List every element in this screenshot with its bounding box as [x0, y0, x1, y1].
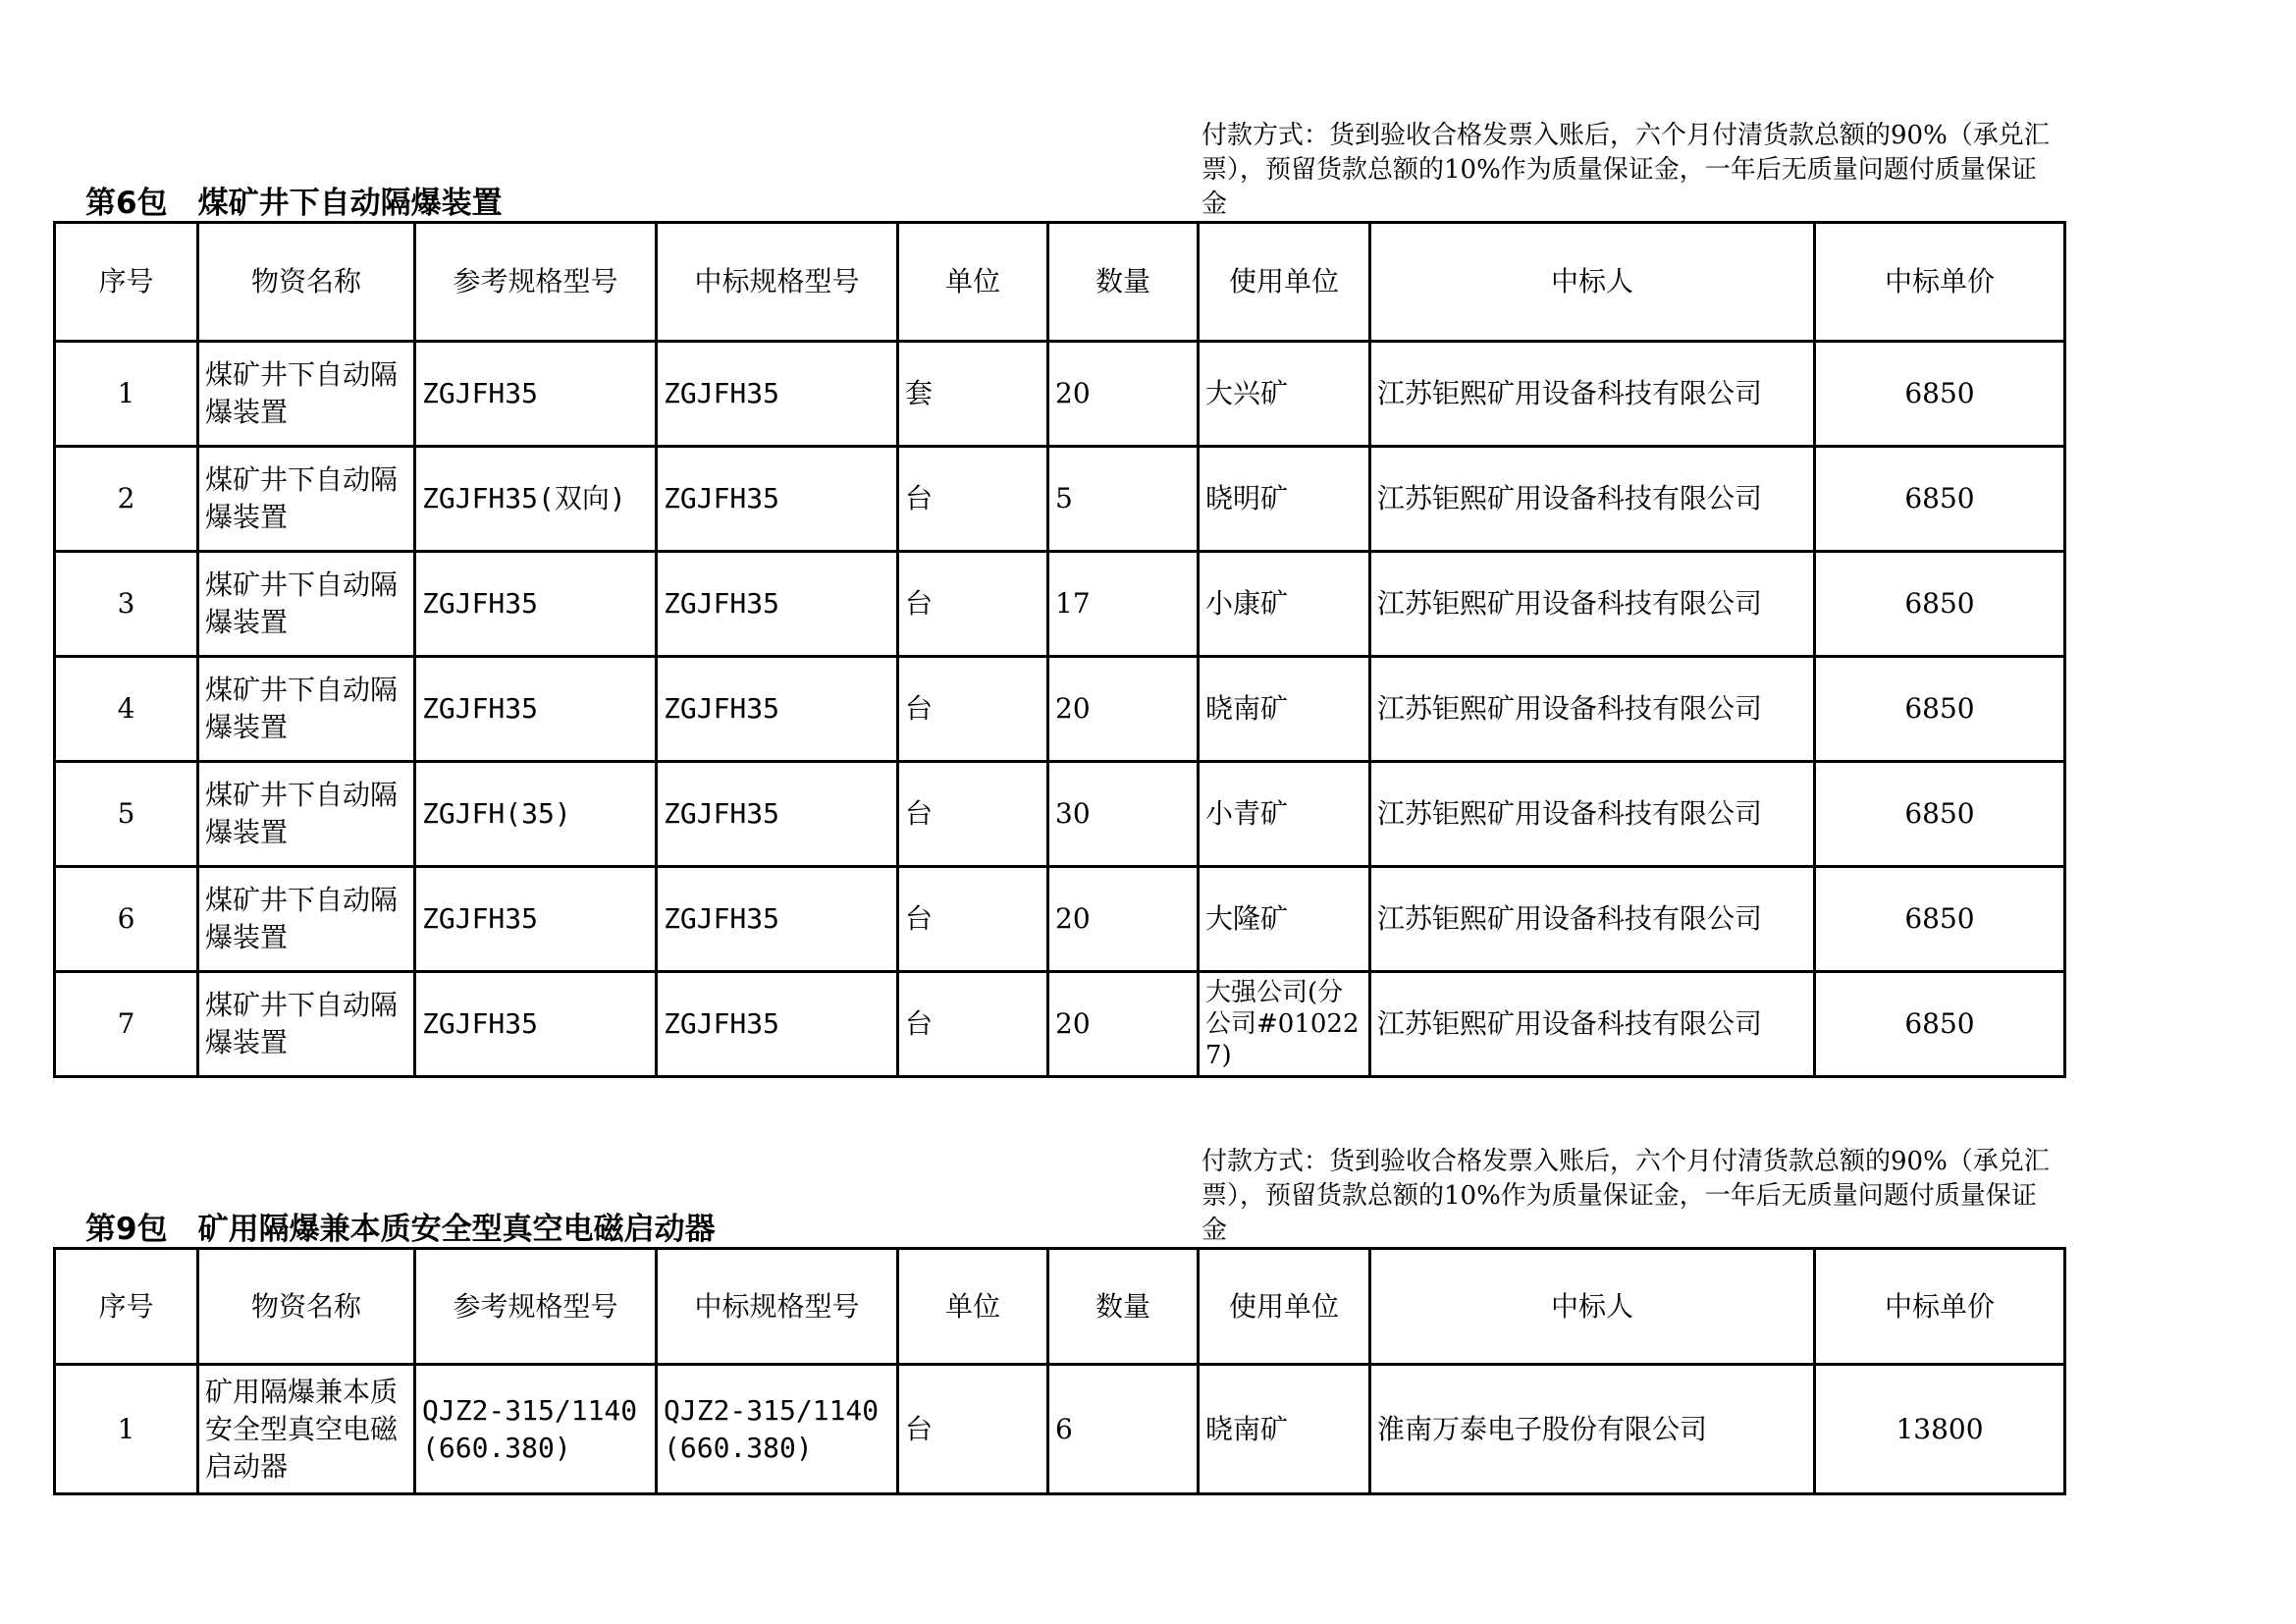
cell-qty: 20 — [1048, 657, 1199, 762]
table-row — [55, 762, 2065, 867]
cell-name: 煤矿井下自动隔爆装置 — [198, 762, 415, 867]
cell-name: 煤矿井下自动隔爆装置 — [198, 972, 415, 1077]
cell-qty: 20 — [1048, 342, 1199, 447]
table-row — [55, 342, 2065, 447]
table-row — [55, 657, 2065, 762]
cell-bid-spec: ZGJFH35 — [657, 552, 898, 657]
cell-no: 5 — [55, 762, 198, 867]
cell-price: 6850 — [1815, 447, 2065, 552]
cell-unit: 套 — [898, 342, 1048, 447]
cell-price: 13800 — [1815, 1365, 2065, 1494]
cell-ref-spec: QJZ2-315/1140(660.380) — [415, 1365, 657, 1494]
cell-unit: 台 — [898, 552, 1048, 657]
cell-bid-spec: ZGJFH35 — [657, 657, 898, 762]
col-header-no: 序号 — [55, 223, 198, 342]
col-header-bid-spec: 中标规格型号 — [657, 1249, 898, 1365]
table-header-row — [55, 1249, 2065, 1365]
cell-user: 大兴矿 — [1199, 342, 1370, 447]
cell-price: 6850 — [1815, 762, 2065, 867]
cell-ref-spec: ZGJFH35 — [415, 867, 657, 972]
cell-ref-spec: ZGJFH35 — [415, 552, 657, 657]
cell-unit: 台 — [898, 657, 1048, 762]
cell-winner: 江苏钜熙矿用设备科技有限公司 — [1370, 552, 1815, 657]
col-header-unit: 单位 — [898, 223, 1048, 342]
cell-qty: 6 — [1048, 1365, 1199, 1494]
cell-user: 大隆矿 — [1199, 867, 1370, 972]
cell-unit: 台 — [898, 1365, 1048, 1494]
col-header-ref-spec: 参考规格型号 — [415, 1249, 657, 1365]
cell-ref-spec: ZGJFH35(双向) — [415, 447, 657, 552]
cell-bid-spec: ZGJFH35 — [657, 972, 898, 1077]
cell-no: 2 — [55, 447, 198, 552]
bid-table-pkg9 — [53, 1247, 2066, 1495]
cell-ref-spec: ZGJFH35 — [415, 657, 657, 762]
bid-table-pkg6 — [53, 221, 2066, 1078]
cell-qty: 17 — [1048, 552, 1199, 657]
cell-user: 大强公司(分公司#010227) — [1199, 972, 1370, 1077]
cell-user: 晓南矿 — [1199, 1365, 1370, 1494]
cell-user: 小康矿 — [1199, 552, 1370, 657]
table-row — [55, 447, 2065, 552]
col-header-user: 使用单位 — [1199, 1249, 1370, 1365]
table-row — [55, 867, 2065, 972]
table-row — [55, 972, 2065, 1077]
cell-user: 晓南矿 — [1199, 657, 1370, 762]
col-header-name: 物资名称 — [198, 1249, 415, 1365]
col-header-price: 中标单价 — [1815, 223, 2065, 342]
col-header-name: 物资名称 — [198, 223, 415, 342]
cell-price: 6850 — [1815, 972, 2065, 1077]
cell-qty: 30 — [1048, 762, 1199, 867]
package-title-pkg6: 第6包 煤矿井下自动隔爆装置 — [85, 186, 503, 221]
cell-no: 1 — [55, 1365, 198, 1494]
col-header-price: 中标单价 — [1815, 1249, 2065, 1365]
cell-winner: 江苏钜熙矿用设备科技有限公司 — [1370, 447, 1815, 552]
cell-price: 6850 — [1815, 552, 2065, 657]
col-header-unit: 单位 — [898, 1249, 1048, 1365]
cell-ref-spec: ZGJFH35 — [415, 972, 657, 1077]
cell-winner: 江苏钜熙矿用设备科技有限公司 — [1370, 342, 1815, 447]
cell-winner: 淮南万泰电子股份有限公司 — [1370, 1365, 1815, 1494]
col-header-bid-spec: 中标规格型号 — [657, 223, 898, 342]
col-header-no: 序号 — [55, 1249, 198, 1365]
package-title-pkg9: 第9包 矿用隔爆兼本质安全型真空电磁启动器 — [85, 1212, 716, 1247]
cell-qty: 5 — [1048, 447, 1199, 552]
cell-user: 小青矿 — [1199, 762, 1370, 867]
cell-winner: 江苏钜熙矿用设备科技有限公司 — [1370, 972, 1815, 1077]
cell-no: 3 — [55, 552, 198, 657]
cell-name: 煤矿井下自动隔爆装置 — [198, 867, 415, 972]
cell-no: 1 — [55, 342, 198, 447]
cell-winner: 江苏钜熙矿用设备科技有限公司 — [1370, 657, 1815, 762]
cell-name: 煤矿井下自动隔爆装置 — [198, 342, 415, 447]
cell-bid-spec: QJZ2-315/1140(660.380) — [657, 1365, 898, 1494]
cell-winner: 江苏钜熙矿用设备科技有限公司 — [1370, 762, 1815, 867]
cell-no: 6 — [55, 867, 198, 972]
col-header-qty: 数量 — [1048, 1249, 1199, 1365]
col-header-qty: 数量 — [1048, 223, 1199, 342]
cell-unit: 台 — [898, 972, 1048, 1077]
cell-name: 煤矿井下自动隔爆装置 — [198, 657, 415, 762]
cell-qty: 20 — [1048, 867, 1199, 972]
cell-bid-spec: ZGJFH35 — [657, 762, 898, 867]
cell-name: 煤矿井下自动隔爆装置 — [198, 447, 415, 552]
cell-name: 矿用隔爆兼本质安全型真空电磁启动器 — [198, 1365, 415, 1494]
cell-unit: 台 — [898, 762, 1048, 867]
cell-unit: 台 — [898, 867, 1048, 972]
cell-unit: 台 — [898, 447, 1048, 552]
cell-qty: 20 — [1048, 972, 1199, 1077]
cell-ref-spec: ZGJFH(35) — [415, 762, 657, 867]
col-header-winner: 中标人 — [1370, 1249, 1815, 1365]
cell-bid-spec: ZGJFH35 — [657, 867, 898, 972]
table-row — [55, 552, 2065, 657]
cell-winner: 江苏钜熙矿用设备科技有限公司 — [1370, 867, 1815, 972]
cell-no: 7 — [55, 972, 198, 1077]
table-header-row — [55, 223, 2065, 342]
payment-terms-pkg6: 付款方式：货到验收合格发票入账后，六个月付清货款总额的90%（承兑汇票），预留货款总额的10%作为质量保证金，一年后无质量问题付质量保证金 — [1201, 121, 2050, 219]
cell-name: 煤矿井下自动隔爆装置 — [198, 552, 415, 657]
cell-no: 4 — [55, 657, 198, 762]
col-header-ref-spec: 参考规格型号 — [415, 223, 657, 342]
cell-price: 6850 — [1815, 342, 2065, 447]
col-header-user: 使用单位 — [1199, 223, 1370, 342]
payment-terms-pkg9: 付款方式：货到验收合格发票入账后，六个月付清货款总额的90%（承兑汇票），预留货款总额的10%作为质量保证金，一年后无质量问题付质量保证金 — [1201, 1147, 2050, 1245]
table-row — [55, 1365, 2065, 1494]
cell-price: 6850 — [1815, 867, 2065, 972]
cell-user: 晓明矿 — [1199, 447, 1370, 552]
cell-price: 6850 — [1815, 657, 2065, 762]
col-header-winner: 中标人 — [1370, 223, 1815, 342]
cell-bid-spec: ZGJFH35 — [657, 447, 898, 552]
cell-bid-spec: ZGJFH35 — [657, 342, 898, 447]
cell-ref-spec: ZGJFH35 — [415, 342, 657, 447]
